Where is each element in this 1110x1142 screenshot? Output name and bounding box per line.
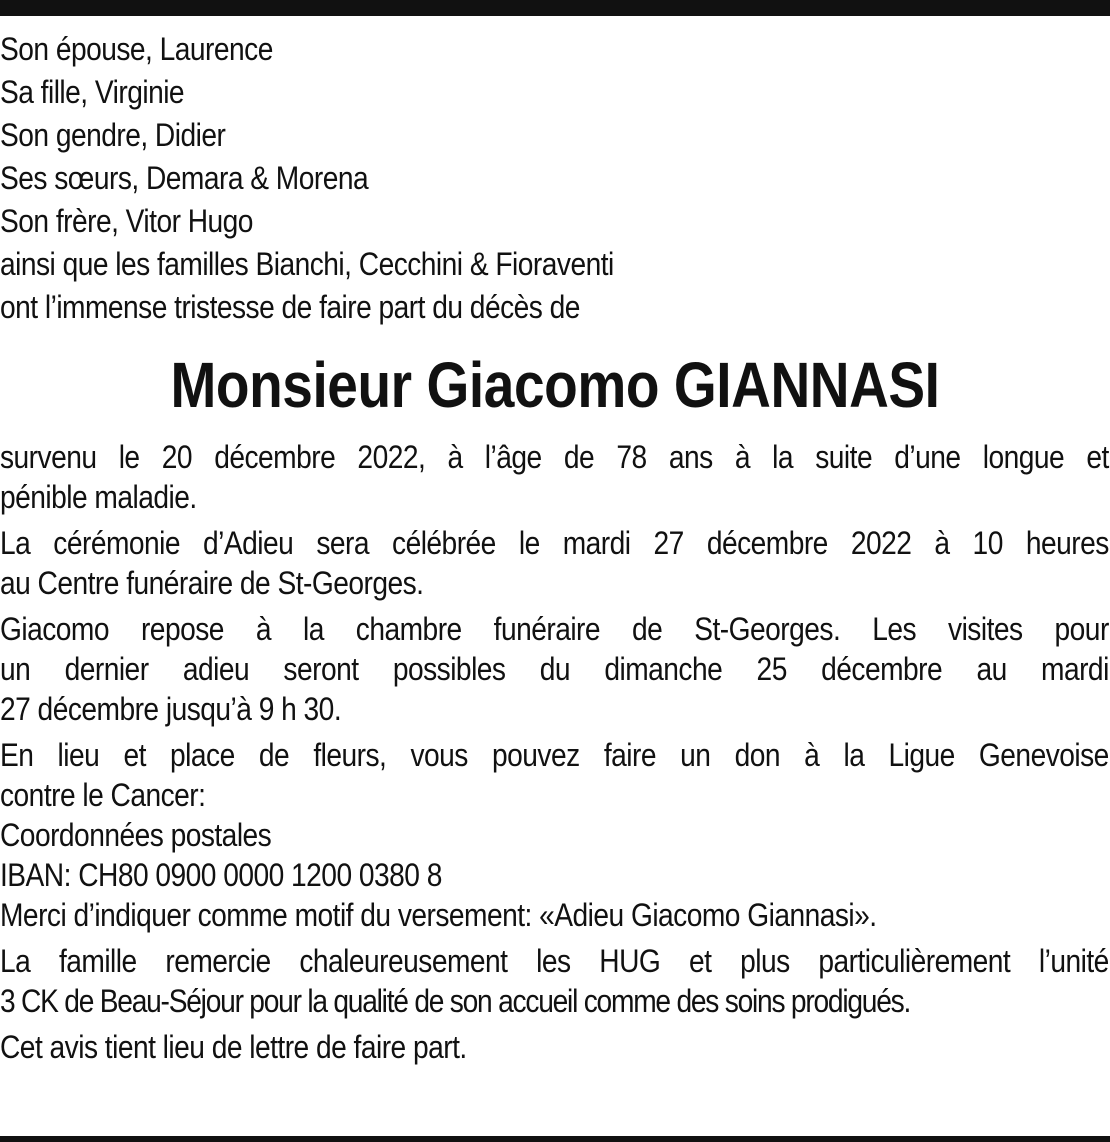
deceased-name: Monsieur Giacomo GIANNASI <box>170 349 940 421</box>
text-line: survenu le 20 décembre 2022, à l’âge de 78 ans à la suite d’une longue et <box>0 439 1109 475</box>
thanks-paragraph <box>0 941 1109 1021</box>
family-line: Sa fille, Virginie <box>0 74 185 110</box>
text-line: Merci d’indiquer comme motif du versement: «Adieu Giacomo Giannasi». <box>0 897 877 933</box>
visits-paragraph <box>0 609 1109 729</box>
text-line: La cérémonie d’Adieu sera célébrée le mardi 27 décembre 2022 à 10 heures <box>0 525 1109 561</box>
family-line: ainsi que les familles Bianchi, Cecchini & Fioraventi <box>0 246 614 282</box>
family-line: ont l’immense tristesse de faire part du décès de <box>0 289 580 325</box>
top-rule <box>0 0 1110 16</box>
text-line: au Centre funéraire de St-Georges. <box>0 565 424 601</box>
text-line: Cet avis tient lieu de lettre de faire part. <box>0 1029 467 1065</box>
text-line: pénible maladie. <box>0 479 197 515</box>
donation-paragraph <box>0 735 1109 935</box>
text-line: Giacomo repose à la chambre funéraire de St-Georges. Les visites pour <box>0 611 1109 647</box>
death-paragraph <box>0 437 1109 517</box>
family-line: Son gendre, Didier <box>0 117 226 153</box>
family-line: Son épouse, Laurence <box>0 31 273 67</box>
iban-line: IBAN: CH80 0900 0000 1200 0380 8 <box>0 857 442 893</box>
ceremony-paragraph <box>0 523 1109 603</box>
family-line: Son frère, Vitor Hugo <box>0 203 253 239</box>
text-line: La famille remercie chaleureusement les HUG et plus particulièrement l’unité <box>0 943 1109 979</box>
text-line: En lieu et place de fleurs, vous pouvez faire un don à la Ligue Genevoise <box>0 737 1109 773</box>
closing-paragraph <box>0 1027 1109 1067</box>
obituary-notice <box>0 28 1110 1067</box>
text-line: 27 décembre jusqu’à 9 h 30. <box>0 691 342 727</box>
bottom-rule <box>0 1136 1110 1142</box>
family-list <box>0 28 1110 329</box>
postal-details-label: Coordonnées postales <box>0 817 272 853</box>
text-line: 3 CK de Beau-Séjour pour la qualité de son accueil comme des soins prodigués. <box>0 983 911 1019</box>
text-line: contre le Cancer: <box>0 777 206 813</box>
family-line: Ses sœurs, Demara & Morena <box>0 160 369 196</box>
text-line: un dernier adieu seront possibles du dimanche 25 décembre au mardi <box>0 651 1109 687</box>
